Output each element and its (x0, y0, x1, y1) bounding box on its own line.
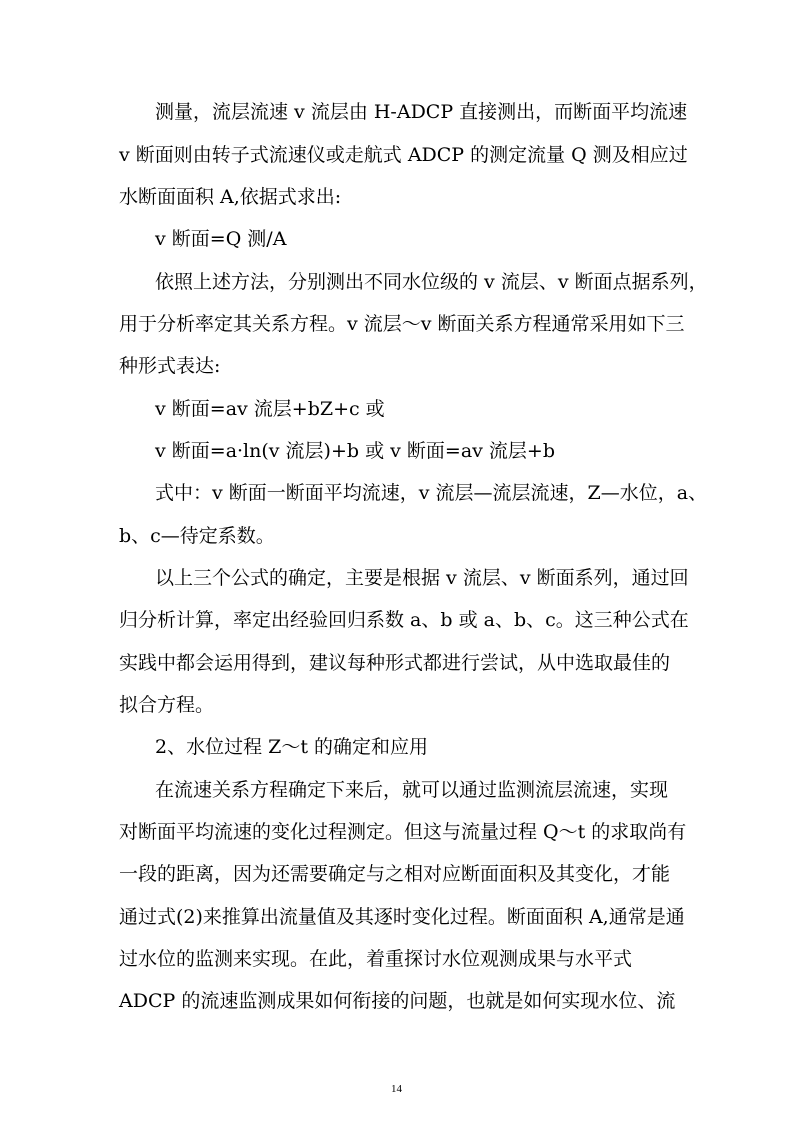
text-line: 用于分析率定其关系方程。v 流层～v 断面关系方程通常采用如下三 (119, 313, 685, 335)
text-line: 依照上述方法，分别测出不同水位级的 v 流层、v 断面点据系列， (155, 271, 708, 293)
text-line: 拟合方程。 (119, 694, 215, 716)
section-heading: 2、水位过程 Z～t 的确定和应用 (155, 736, 429, 758)
text-line: 对断面平均流速的变化过程测定。但这与流量过程 Q～t 的求取尚有 (119, 821, 687, 843)
text-line: 种形式表达: (119, 355, 221, 377)
page-number: 14 (391, 1083, 402, 1095)
text-line: 在流速关系方程确定下来后，就可以通过监测流层流速，实现 (155, 779, 669, 801)
text-line: 式中：v 断面一断面平均流速，v 流层—流层流速，Z—水位，a、 (155, 482, 708, 504)
text-line: 实践中都会运用得到，建议每种形式都进行尝试，从中选取最佳的 (119, 652, 671, 674)
text-line: 过水位的监测来实现。在此，着重探讨水位观测成果与水平式 (119, 948, 633, 970)
text-line: 通过式(2)来推算出流量值及其逐时变化过程。断面面积 A,通常是通 (119, 906, 685, 928)
formula-line: v 断面=av 流层+bZ+c 或 (155, 398, 385, 420)
formula-line: v 断面=a·ln(v 流层)+b 或 v 断面=av 流层+b (155, 440, 556, 462)
text-line: ADCP 的流速监测成果如何衔接的问题，也就是如何实现水位、流 (119, 990, 676, 1012)
text-line: 一段的距离，因为还需要确定与之相对应断面面积及其变化，才能 (119, 863, 671, 885)
text-line: 归分析计算，率定出经验回归系数 a、b 或 a、b、c。这三种公式在 (119, 609, 689, 631)
text-line: 以上三个公式的确定，主要是根据 v 流层、v 断面系列，通过回 (155, 567, 689, 589)
text-line: 测量，流层流速 v 流层由 H-ADCP 直接测出，而断面平均流速 (155, 101, 688, 123)
formula-line: v 断面=Q 测/A (155, 228, 287, 250)
text-line: b、c—待定系数。 (119, 525, 275, 547)
text-line: v 断面则由转子式流速仪或走航式 ADCP 的测定流量 Q 测及相应过 (119, 144, 688, 166)
text-line: 水断面面积 A,依据式求出: (119, 186, 342, 208)
